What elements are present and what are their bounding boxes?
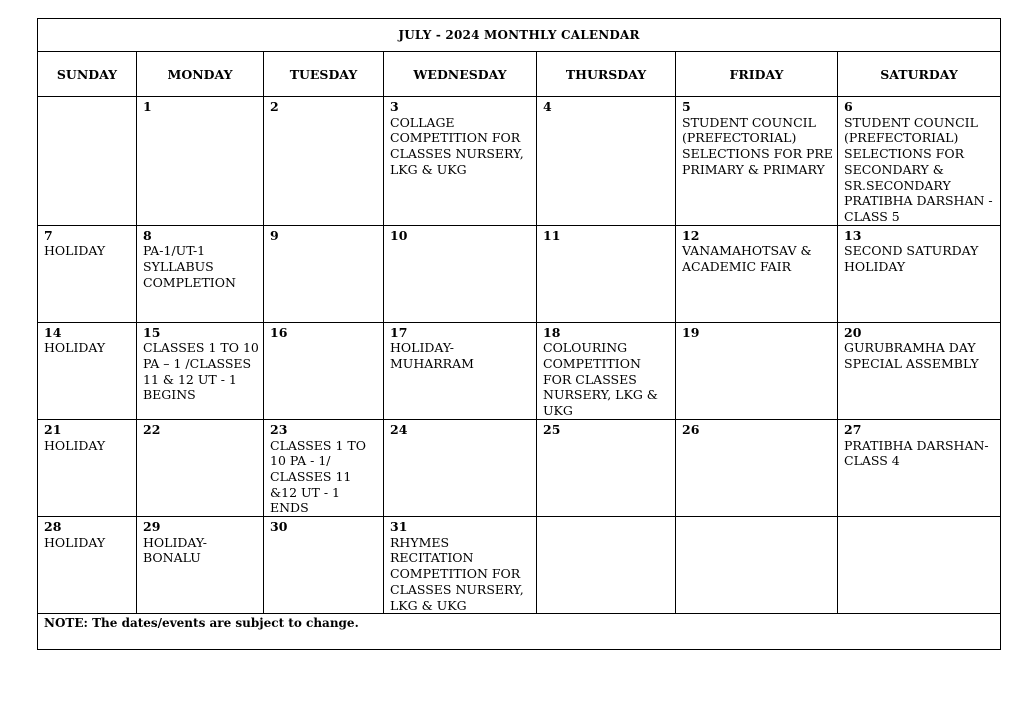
day-number: 20 [844,324,862,340]
day-event: VANAMAHOTSAV & ACADEMIC FAIR [682,243,812,275]
day-cell [676,225,838,322]
weekday-header: FRIDAY [676,52,838,97]
day-number: 26 [682,421,700,437]
day-number: 9 [270,227,279,243]
day-cell [137,322,264,419]
day-cell [838,419,1001,516]
day-number: 18 [543,324,561,340]
day-number: 6 [844,99,853,114]
day-cell [38,225,137,322]
day-cell [264,225,384,322]
day-event: HOLIDAY-BONALU [143,534,208,566]
day-cell [137,419,264,516]
day-cell [264,322,384,419]
weekday-header: SATURDAY [838,52,1001,97]
weekday-header: SUNDAY [38,52,137,97]
day-cell [384,517,537,614]
weekday-header: THURSDAY [537,52,676,97]
day-event: GURUBRAMHA DAY SPECIAL ASSEMBLY [844,340,979,372]
calendar-note: NOTE: The dates/events are subject to change. [38,614,1001,650]
day-cell [38,322,137,419]
day-event: CLASSES 1 TO 10 PA - 1/ CLASSES 11 &12 UT - 1 ENDS [270,437,366,516]
week-row [38,517,1001,614]
day-number: 1 [143,99,152,114]
day-event: SECOND SATURDAY HOLIDAY [844,243,979,275]
day-number: 8 [143,227,152,243]
day-number: 4 [543,99,552,114]
day-cell [537,225,676,322]
day-cell [384,225,537,322]
day-number: 27 [844,421,862,437]
day-event: HOLIDAY [44,437,106,453]
day-cell [38,517,137,614]
day-number: 30 [270,519,288,535]
day-number: 17 [390,324,408,340]
day-cell [384,419,537,516]
day-event: HOLIDAY [44,243,106,259]
day-cell [384,97,537,226]
day-cell [676,322,838,419]
day-number: 22 [143,421,161,437]
day-number: 24 [390,421,408,437]
day-event: STUDENT COUNCIL (PREFECTORIAL) SELECTIONS FOR PRE PRIMARY & PRIMARY [682,114,833,177]
day-number: 19 [682,324,700,340]
day-number: 2 [270,99,279,114]
day-cell [537,517,676,614]
day-number: 14 [44,324,62,340]
day-number: 16 [270,324,288,340]
day-event: CLASSES 1 TO 10 PA – 1 /CLASSES 11 & 12 UT - 1 BEGINS [143,340,259,403]
day-cell [38,419,137,516]
day-number: 10 [390,227,408,243]
monthly-calendar [37,18,1001,650]
week-row [38,419,1001,516]
day-cell [264,419,384,516]
day-event: COLOURING COMPETITION FOR CLASSES NURSERY, LKG & UKG [543,340,658,419]
day-cell [838,517,1001,614]
day-cell [537,419,676,516]
calendar-title: JULY - 2024 MONTHLY CALENDAR [38,19,1001,52]
week-row [38,225,1001,322]
day-cell [537,322,676,419]
day-number: 31 [390,519,408,535]
day-event: COLLAGE COMPETITION FOR CLASSES NURSERY, LKG & UKG [390,114,524,177]
day-cell [137,517,264,614]
day-number: 12 [682,227,700,243]
day-cell [838,322,1001,419]
day-cell [264,517,384,614]
week-row [38,322,1001,419]
weekday-header-row [38,52,1001,97]
day-cell [137,225,264,322]
day-cell [137,97,264,226]
day-number: 3 [390,99,399,114]
day-event: PA-1/UT-1 SYLLABUS COMPLETION [143,243,236,290]
day-cell [838,97,1001,226]
week-row [38,97,1001,226]
day-number: 23 [270,421,288,437]
day-cell [537,97,676,226]
day-number: 5 [682,99,691,114]
day-cell [264,97,384,226]
day-event: STUDENT COUNCIL (PREFECTORIAL) SELECTIONS FOR SECONDARY & SR.SECONDARY PRATIBHA DARSHAN - CLASS 5 [844,114,993,224]
day-cell [838,225,1001,322]
weekday-header: TUESDAY [264,52,384,97]
day-cell [384,322,537,419]
weekday-header: WEDNESDAY [384,52,537,97]
day-number: 13 [844,227,862,243]
day-cell [676,419,838,516]
day-event: HOLIDAY [44,340,106,356]
day-event: RHYMES RECITATION COMPETITION FOR CLASSES NURSERY, LKG & UKG [390,534,524,613]
day-cell [38,97,137,226]
day-number: 29 [143,519,161,535]
day-number: 25 [543,421,561,437]
weekday-header: MONDAY [137,52,264,97]
day-event: PRATIBHA DARSHAN-CLASS 4 [844,437,989,469]
day-number: 15 [143,324,161,340]
day-number: 21 [44,421,62,437]
day-event: HOLIDAY [44,534,106,550]
day-cell [676,517,838,614]
day-number: 28 [44,519,62,535]
day-number: 7 [44,227,53,243]
day-event: HOLIDAY-MUHARRAM [390,340,474,372]
day-number: 11 [543,227,561,243]
calendar-body [38,97,1001,614]
day-cell [676,97,838,226]
